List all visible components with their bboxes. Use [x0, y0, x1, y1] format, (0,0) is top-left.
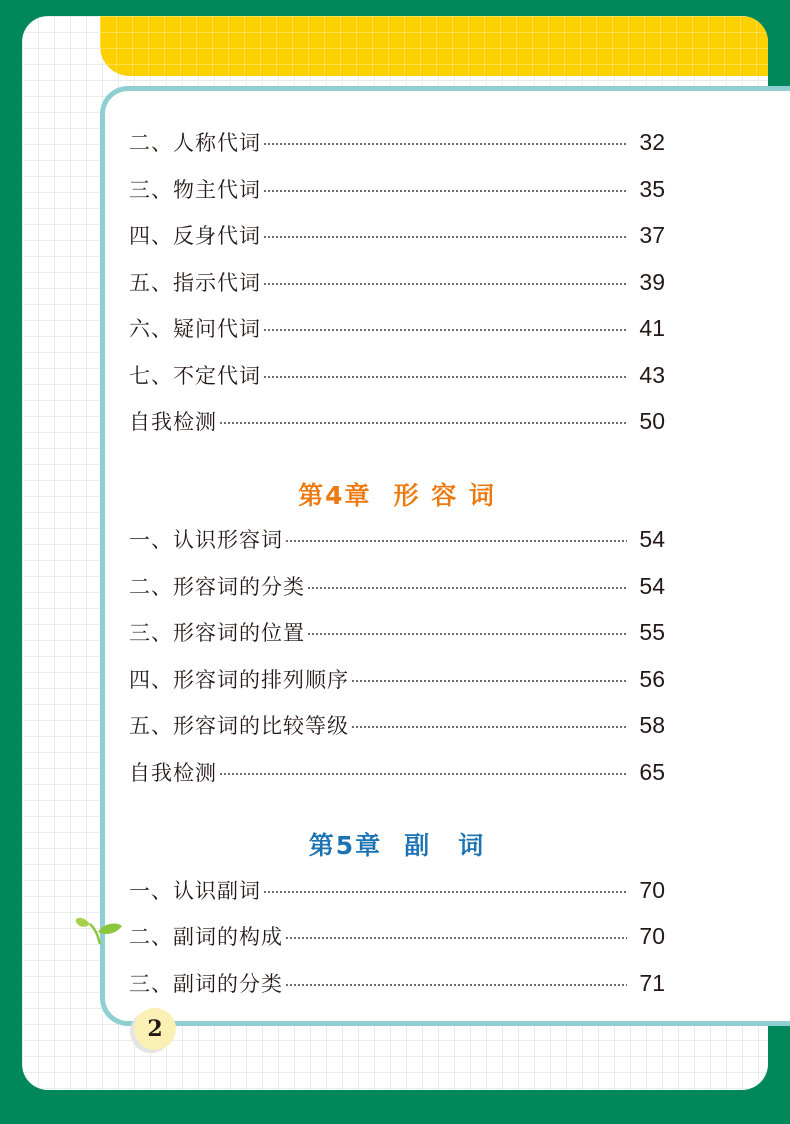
toc-entry[interactable]	[129, 968, 665, 998]
toc-entry-page: 65	[639, 758, 665, 785]
page-number-badge	[134, 1008, 176, 1050]
toc-entry-label: 四、形容词的排列顺序	[129, 668, 349, 692]
toc-entry-page: 32	[639, 128, 665, 155]
toc-entry[interactable]	[129, 406, 665, 436]
toc-entry[interactable]	[129, 127, 665, 157]
page-number: 2	[147, 1016, 163, 1042]
toc-entry[interactable]	[129, 617, 665, 647]
chapter-number: 第5章	[308, 831, 383, 860]
toc-entry-page: 54	[639, 525, 665, 552]
leader-dots	[285, 540, 627, 542]
toc-entry-page: 50	[639, 407, 665, 434]
toc-entry-label: 三、副词的分类	[129, 972, 283, 996]
chapter-4-heading[interactable]	[129, 476, 665, 512]
leader-dots	[263, 891, 627, 893]
toc-entry[interactable]	[129, 360, 665, 390]
leader-dots	[263, 283, 627, 285]
leader-dots	[263, 190, 627, 192]
leader-dots	[263, 236, 627, 238]
leader-dots	[285, 984, 627, 986]
toc-entry-label: 一、认识副词	[129, 879, 261, 903]
toc-entry-page: 37	[639, 221, 665, 248]
toc-entry-label: 自我检测	[129, 761, 217, 785]
toc-entry[interactable]	[129, 313, 665, 343]
chapter-title: 形 容 词	[393, 481, 496, 510]
toc-entry-label: 二、人称代词	[129, 131, 261, 155]
toc-entry-page: 35	[639, 175, 665, 202]
leader-dots	[307, 633, 627, 635]
toc-entry-label: 七、不定代词	[129, 364, 261, 388]
leader-dots	[285, 937, 627, 939]
toc-entry-label: 三、形容词的位置	[129, 621, 305, 645]
leader-dots	[263, 329, 627, 331]
toc-entry[interactable]	[129, 710, 665, 740]
toc-entry[interactable]	[129, 757, 665, 787]
toc-entry-page: 71	[639, 969, 665, 996]
toc-entry-page: 70	[639, 922, 665, 949]
toc-entry-label: 二、形容词的分类	[129, 575, 305, 599]
toc-entry-label: 四、反身代词	[129, 224, 261, 248]
toc-entry-page: 54	[639, 572, 665, 599]
toc-entry-page: 55	[639, 618, 665, 645]
toc-entry-label: 二、副词的构成	[129, 925, 283, 949]
chapter-5-heading[interactable]	[129, 826, 665, 862]
toc-entry-label: 五、指示代词	[129, 271, 261, 295]
toc-entry[interactable]	[129, 664, 665, 694]
leader-dots	[219, 773, 627, 775]
toc-entry-page: 70	[639, 876, 665, 903]
toc-entry[interactable]	[129, 220, 665, 250]
leader-dots	[307, 587, 627, 589]
toc-entry[interactable]	[129, 921, 665, 951]
leader-dots	[263, 143, 627, 145]
toc-entry-label: 五、形容词的比较等级	[129, 714, 349, 738]
leader-dots	[351, 726, 627, 728]
leader-dots	[263, 376, 627, 378]
toc-entry-label: 自我检测	[129, 410, 217, 434]
toc-entry-page: 43	[639, 361, 665, 388]
leader-dots	[351, 680, 627, 682]
toc-entry-page: 41	[639, 314, 665, 341]
toc-entry-label: 一、认识形容词	[129, 528, 283, 552]
header-band	[100, 16, 768, 76]
toc-entry-page: 56	[639, 665, 665, 692]
sprout-icon	[74, 912, 126, 946]
toc-entry[interactable]	[129, 524, 665, 554]
toc-entry[interactable]	[129, 174, 665, 204]
leader-dots	[219, 422, 627, 424]
toc-entry[interactable]	[129, 875, 665, 905]
toc-entry-label: 六、疑问代词	[129, 317, 261, 341]
toc-panel	[100, 86, 790, 1026]
toc-entry-label: 三、物主代词	[129, 178, 261, 202]
chapter-number: 第4章	[298, 481, 372, 510]
chapter-title: 副 词	[404, 831, 486, 860]
toc-entry[interactable]	[129, 267, 665, 297]
toc-entry[interactable]	[129, 571, 665, 601]
toc-entry-page: 39	[639, 268, 665, 295]
toc-entry-page: 58	[639, 711, 665, 738]
